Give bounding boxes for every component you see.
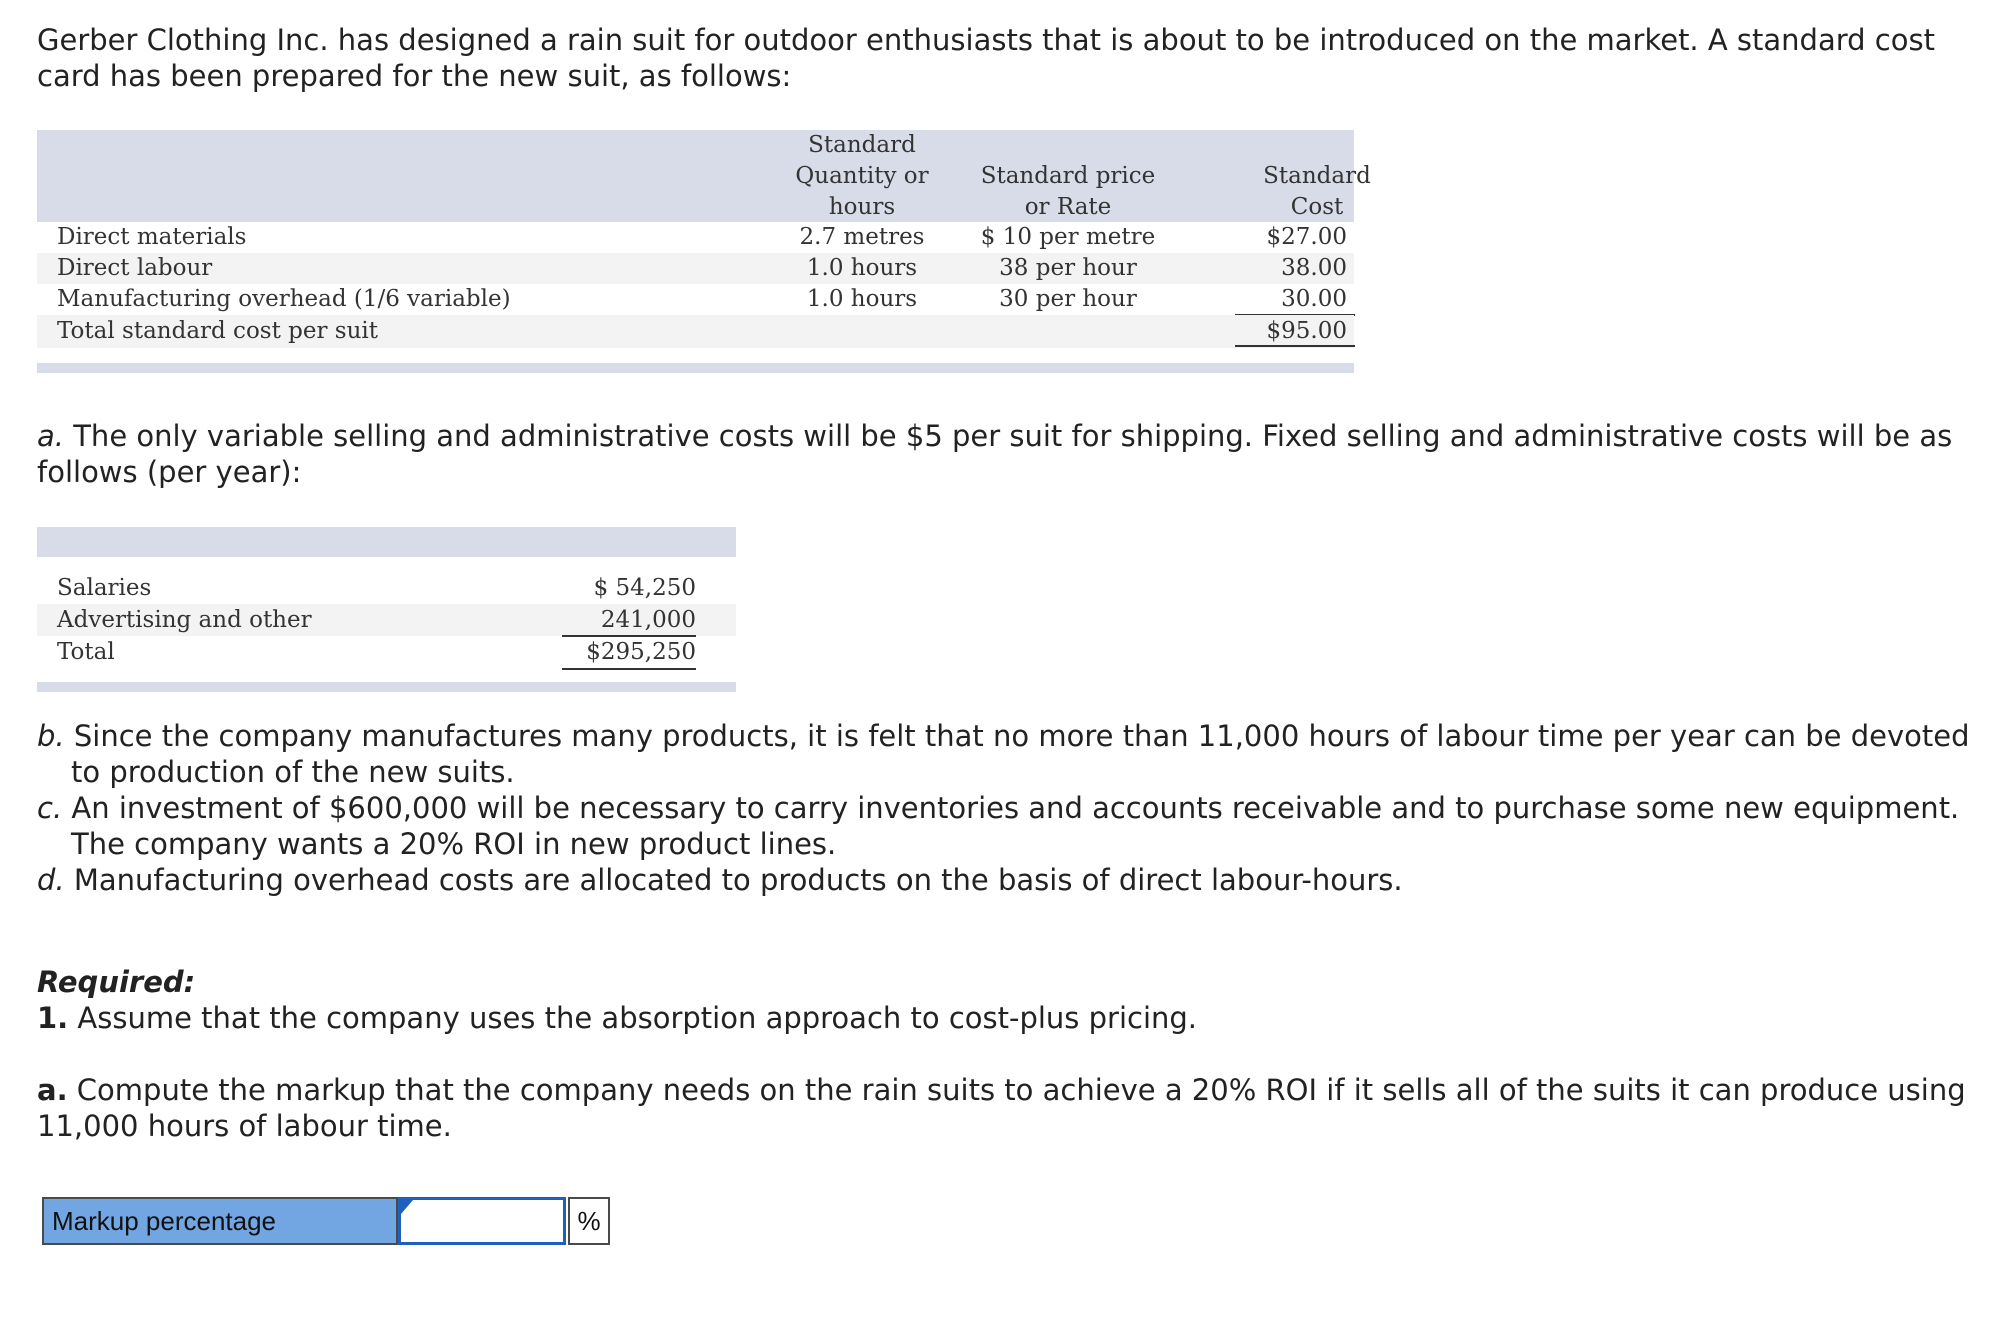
note-c — [37, 790, 1977, 862]
markup-percentage-input[interactable] — [398, 1197, 566, 1245]
header-rate-line-1: Standard price — [980, 163, 1156, 189]
row-label: Direct labour — [57, 255, 213, 281]
table-footer-bar — [37, 363, 1354, 373]
note-b-letter: b. — [37, 719, 65, 753]
requirement-1a-text: Compute the markup that the company needs on the rain suits to achieve a 20% ROI if it sells all of the suits it can produce using 11,000 hours of labour time. — [37, 1073, 1966, 1143]
header-rate-line-2: or Rate — [1024, 194, 1112, 220]
row-amount: $ 54,250 — [593, 575, 696, 601]
requirement-1-number: 1. — [37, 1001, 69, 1035]
row-label: Salaries — [57, 575, 152, 601]
notes-list — [37, 718, 1977, 898]
requirement-1-text: Assume that the company uses the absorption approach to cost-plus pricing. — [68, 1001, 1198, 1035]
total-cost: $95.00 — [1266, 318, 1347, 344]
header-quantity-line-2: Quantity or — [795, 163, 929, 189]
header-quantity-line-1: Standard — [808, 132, 916, 158]
requirement-1a — [37, 1072, 1977, 1144]
total-label: Total — [57, 639, 115, 665]
requirement-1 — [37, 1000, 1977, 1036]
note-d — [37, 862, 1977, 898]
table-row — [37, 604, 736, 636]
note-a-text: The only variable selling and administrative costs will be $5 per suit for shipping. Fixed selling and administrative costs will be as follows (per year): — [37, 419, 1953, 489]
header-cost-line-2: Cost — [1290, 194, 1344, 220]
row-rate: $ 10 per metre — [980, 224, 1156, 250]
table-row — [37, 222, 1354, 253]
required-heading: Required: — [37, 965, 196, 999]
requirement-1a-number: a. — [37, 1073, 68, 1107]
standard-cost-card-table — [37, 130, 1371, 373]
row-label: Manufacturing overhead (1/6 variable) — [57, 286, 511, 312]
row-label: Direct materials — [57, 224, 247, 250]
input-corner-flag-icon — [401, 1200, 413, 1214]
total-amount: $295,250 — [586, 639, 696, 665]
row-quantity: 2.7 metres — [799, 224, 925, 250]
row-rate: 30 per hour — [999, 286, 1137, 312]
cost-card-header — [37, 130, 1371, 222]
note-b — [37, 718, 1977, 790]
note-a — [37, 418, 1977, 490]
header-quantity-line-3: hours — [828, 194, 896, 220]
percent-unit: % — [568, 1197, 610, 1245]
total-row — [37, 315, 1354, 348]
header-cost-line-1: Standard — [1263, 163, 1371, 189]
note-a-letter: a. — [37, 419, 64, 453]
header-standard-price — [963, 161, 1173, 223]
row-cost: $27.00 — [1266, 224, 1347, 250]
header-standard-quantity — [757, 130, 967, 223]
total-label: Total standard cost per suit — [57, 318, 379, 344]
fixed-costs-table — [37, 527, 736, 692]
total-underline — [1235, 345, 1355, 347]
row-label: Advertising and other — [57, 607, 312, 633]
note-b-text: Since the company manufactures many products, it is felt that no more than 11,000 hours of labour time per year can be devoted to production of the new suits. — [64, 719, 1970, 789]
table-row — [37, 572, 736, 604]
table-footer-bar — [37, 682, 736, 692]
total-row — [37, 636, 736, 668]
note-c-letter: c. — [37, 791, 63, 825]
total-underline — [562, 668, 696, 670]
header-standard-cost — [1227, 161, 1407, 223]
table-row — [37, 284, 1354, 315]
row-amount: 241,000 — [600, 607, 696, 633]
fixed-costs-header — [37, 527, 736, 557]
markup-percentage-label: Markup percentage — [42, 1197, 398, 1245]
row-quantity: 1.0 hours — [806, 286, 918, 312]
row-quantity: 1.0 hours — [806, 255, 918, 281]
row-rate: 38 per hour — [999, 255, 1137, 281]
intro-paragraph: Gerber Clothing Inc. has designed a rain suit for outdoor enthusiasts that is about to be introduced on the market. A standard cost card has been prepared for the new suit, as follows: — [37, 23, 1935, 93]
row-cost: 30.00 — [1281, 286, 1347, 312]
table-row — [37, 253, 1354, 284]
note-d-text: Manufacturing overhead costs are allocated to products on the basis of direct labour-hours. — [64, 863, 1403, 897]
row-cost: 38.00 — [1281, 255, 1347, 281]
note-d-letter: d. — [37, 863, 65, 897]
note-c-text: An investment of $600,000 will be necessary to carry inventories and accounts receivable and to purchase some new equipment. The company wants a 20% ROI in new product lines. — [62, 791, 1960, 861]
